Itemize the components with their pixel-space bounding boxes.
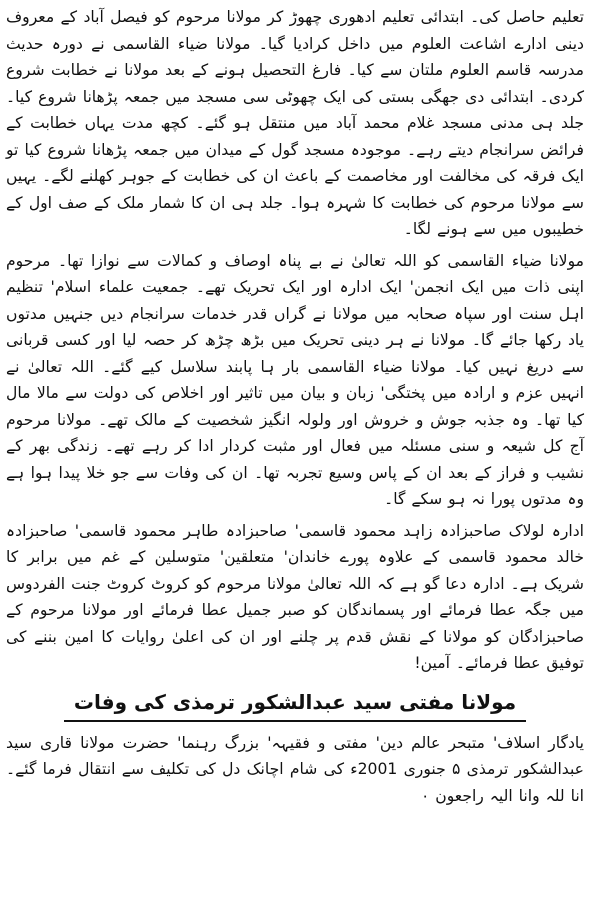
- paragraph-death-announcement: یادگار اسلاف' متبحر عالم دین' مفتی و فقیہہ' بزرگ رہنما' حضرت مولانا قاری سید عبدالشکور ترمذی ۵ جنوری 2001ء کی شام اچانک دل کی تکلیف سے انتقال فرما گئے۔ انا للہ وانا الیہ راجعون ۰: [6, 733, 584, 805]
- paragraph-education-and-khitabat: تعلیم حاصل کی۔ ابتدائی تعلیم ادھوری چھوڑ کر مولانا مرحوم کو فیصل آباد کے معروف دینی ادارے اشاعت العلوم میں داخل کرادیا گیا۔ مولانا ضیاء القاسمی نے دورہ حدیث مدرسہ قاسم العلوم ملتان سے کیا۔ فارغ التحصیل ہونے کے بعد مولانا نے خطابت شروع کردی۔ ابتدائی دی جھگی بستی کی ایک چھوٹی سی مسجد میں جمعہ پڑھانا شروع کیا۔ جلد ہی مدنی مسجد غلام محمد آباد میں منتقل ہو گئے۔ کچھ مدت یہاں خطابت کے فرائض سرانجام دیتے رہے۔ موجودہ مسجد گول کے میدان میں جمعہ پڑھانا شروع کیا تو ایک فرقہ کی مخالفت اور مخاصمت کے باعث ان کی خطابت کے جوہر کھلنے لگے۔ یہیں سے مولانا مرحوم کی خطابت کا شہرہ ہوا۔ جلد ہی ان کا شمار ملک کے صف اول کے خطیبوں میں سے ہونے لگا۔: [6, 8, 584, 238]
- paragraph-virtues-and-services: مولانا ضیاء القاسمی کو اللہ تعالیٰ نے بے پناہ اوصاف و کمالات سے نوازا تھا۔ مرحوم اپنی ذات میں ایک انجمن' ایک ادارہ اور ایک تحریک تھے۔ جمعیت علماء اسلام' تنظیم اہل سنت اور سپاہ صحابہ میں مولانا نے گراں قدر خدمات سرانجام دیں جنہیں مدتوں یاد رکھا جائے گا۔ مولانا نے ہر دینی تحریک میں بڑھ چڑھ کر حصہ لیا اور کسی قربانی سے دریغ نہیں کیا۔ مولانا ضیاء القاسمی بار ہا پابند سلاسل کیے گئے۔ اللہ تعالیٰ نے انہیں عزم و ارادہ میں پختگی' زبان و بیان میں تاثیر اور اخلاص کی دولت سے مالا مال کیا تھا۔ وہ جذبہ جوش و خروش اور ولولہ انگیز شخصیت کے مالک تھے۔ مولانا مرحوم آج کل شیعہ و سنی مسئلہ میں فعال اور مثبت کردار ادا کر رہے تھے۔ زندگی بھر کے نشیب و فراز کے بعد ان کے پاس وسیع تجربہ تھا۔ ان کی وفات سے جو خلا پیدا ہوا ہے وہ مدتوں پورا نہ ہو سکے گا۔: [6, 251, 584, 508]
- section-heading: مولانا مفتی سید عبدالشکور ترمذی کی وفات: [64, 687, 526, 722]
- section-heading-wrapper: [6, 687, 584, 722]
- paragraph-condolence-and-prayer: ادارہ لولاک صاحبزادہ زاہد محمود قاسمی' صاحبزادہ طاہر محمود قاسمی' صاحبزادہ خالد محمود قاسمی کے علاوہ پورے خاندان' متعلقین' متوسلین کے غم میں برابر کا شریک ہے۔ ادارہ دعا گو ہے کہ اللہ تعالیٰ مولانا مرحوم کو کروٹ کروٹ جنت الفردوس میں جگہ عطا فرمائے اور پسماندگان کو صبر جمیل عطا فرمائے اور مولانا مرحوم کے صاحبزادگان کو مولانا کے نقش قدم پر چلنے اور ان کی اعلیٰ روایات کا امین بننے کی توفیق عطا فرمائے۔ آمین!: [6, 521, 584, 672]
